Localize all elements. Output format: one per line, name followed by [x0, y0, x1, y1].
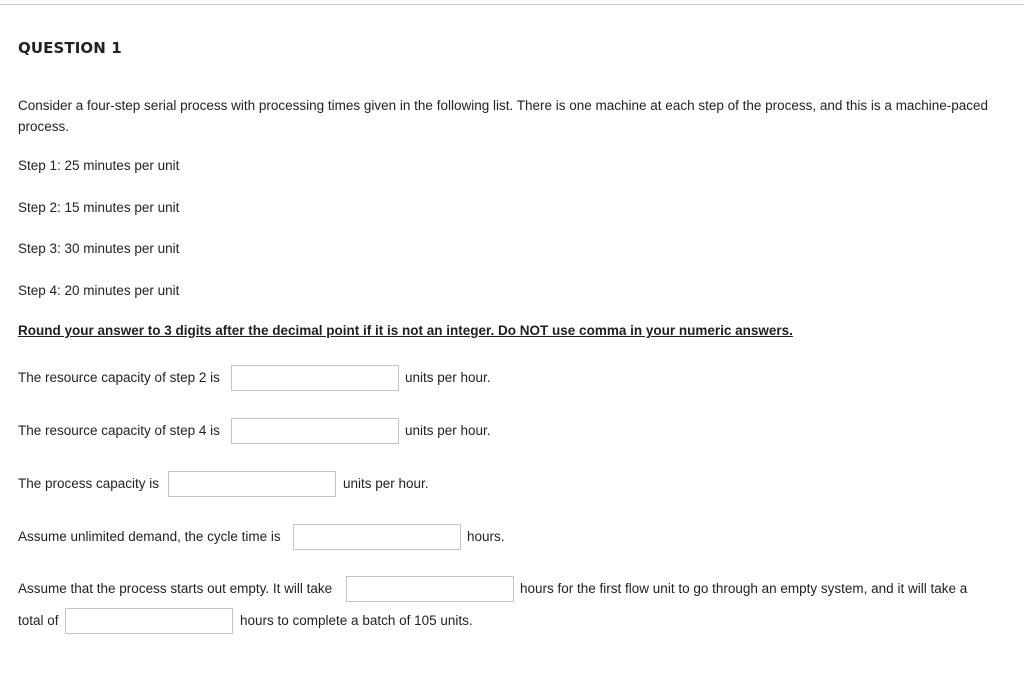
question-title: QUESTION 1	[18, 39, 122, 57]
answer-5-prefix: Assume that the process starts out empty. It will take	[18, 581, 333, 596]
answer-3-prefix: The process capacity is	[18, 476, 160, 491]
flow-time-input[interactable]	[346, 576, 514, 602]
answer-2-prefix: The resource capacity of step 4 is	[18, 423, 220, 438]
answer-2-suffix: units per hour.	[405, 423, 491, 438]
step-4-text: Step 4: 20 minutes per unit	[18, 283, 180, 298]
answer-6-prefix: total of	[18, 613, 59, 628]
step-3-text: Step 3: 30 minutes per unit	[18, 241, 180, 256]
answer-1-suffix: units per hour.	[405, 370, 491, 385]
answer-5-suffix: hours for the first flow unit to go through an empty system, and it will take a	[520, 581, 968, 596]
answer-4-prefix: Assume unlimited demand, the cycle time is	[18, 529, 281, 544]
resource-capacity-step2-input[interactable]	[231, 365, 399, 391]
process-capacity-input[interactable]	[168, 471, 336, 497]
resource-capacity-step4-input[interactable]	[231, 418, 399, 444]
top-divider	[0, 4, 1024, 5]
answer-1-prefix: The resource capacity of step 2 is	[18, 370, 220, 385]
cycle-time-input[interactable]	[293, 524, 461, 550]
step-2-text: Step 2: 15 minutes per unit	[18, 200, 180, 215]
batch-time-input[interactable]	[65, 608, 233, 634]
question-intro: Consider a four-step serial process with processing times given in the following list. There is one machine at each step of the process, and this is a machine-paced process.	[18, 98, 988, 134]
answer-4-suffix: hours.	[467, 529, 505, 544]
rounding-instruction: Round your answer to 3 digits after the decimal point if it is not an integer. Do NOT use comma in your numeric answers.	[18, 323, 793, 338]
step-1-text: Step 1: 25 minutes per unit	[18, 158, 180, 173]
answer-6-suffix: hours to complete a batch of 105 units.	[240, 613, 473, 628]
answer-3-suffix: units per hour.	[343, 476, 429, 491]
